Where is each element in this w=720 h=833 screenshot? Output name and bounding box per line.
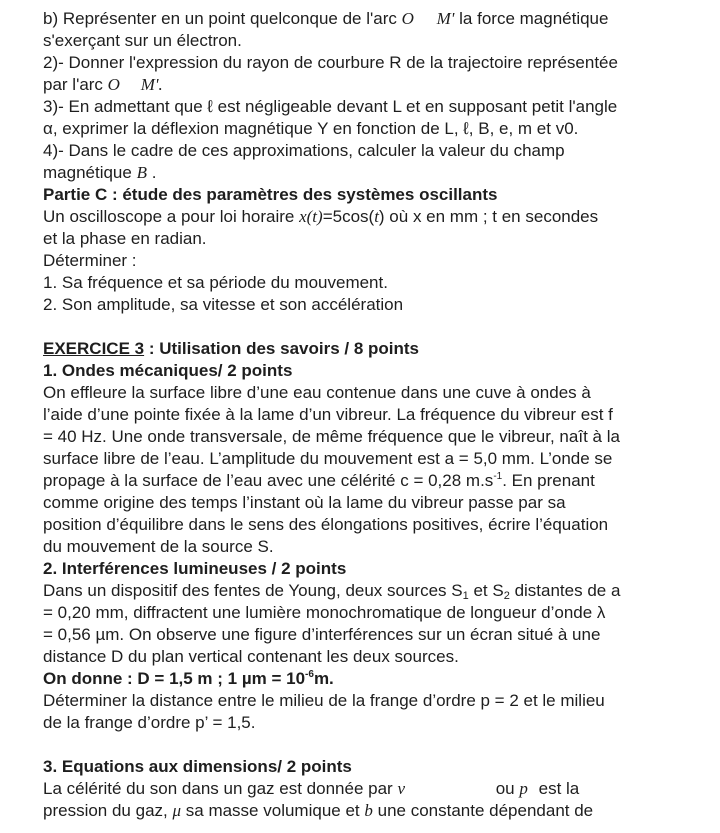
exercise-3-title: EXERCICE 3 : Utilisation des savoirs / 8 points [43, 339, 419, 358]
section-2-line3: = 0,56 µm. On observe une figure d’interférences sur un écran situé à une [43, 625, 601, 644]
question-3-line1: 3)- En admettant que ℓ est négligeable devant L et en supposant petit l'angle [43, 97, 618, 116]
part-c-determiner: Déterminer : [43, 251, 137, 270]
section-3-line1: La célérité du son dans un gaz est donnée par v ou p est la [43, 779, 580, 798]
part-c-line1: Un oscilloscope a pour loi horaire x(t)=5cos(t) où x en mm ; t en secondes [43, 207, 599, 226]
section-2-line4: distance D du plan vertical contenant les deux sources. [43, 647, 459, 666]
part-c-item-1: 1. Sa fréquence et sa période du mouvement. [43, 273, 388, 292]
field-symbol-b: B [136, 163, 147, 182]
arc-point-m: M' [436, 9, 455, 28]
section-1-line5: propage à la surface de l’eau avec une célérité c = 0,28 $m.s^{-1}$. En prenant [43, 471, 595, 490]
section-1-line8: du mouvement de la source S. [43, 537, 274, 556]
part-c-title: Partie C : étude des paramètres des systèmes oscillants [43, 185, 498, 204]
section-1-line7: position d’équilibre dans le sens des élongations positives, écrire l’équation [43, 515, 609, 534]
question-4-line2: magnétique B . [43, 163, 157, 182]
section-1-line6: comme origine des temps l’instant où la lame du vibreur passe par sa [43, 493, 566, 512]
question-2-line1: 2)- Donner l'expression du rayon de courbure R de la trajectoire représentée [43, 53, 618, 72]
section-2-title: 2. Interférences lumineuses / 2 points [43, 559, 347, 578]
question-3-line2: α, exprimer la déflexion magnétique Y en fonction de L, ℓ, B, e, m et v0. [43, 119, 579, 138]
section-2-line5: Déterminer la distance entre le milieu de la frange d’ordre p = 2 et le milieu [43, 691, 605, 710]
section-1-line1: On effleure la surface libre d’une eau contenue dans une cuve à ondes à [43, 383, 591, 402]
question-2-line2: par l'arc O M'. [43, 75, 163, 94]
question-b-line2: s'exerçant sur un électron. [43, 31, 242, 50]
arc-point-o: O [401, 9, 414, 28]
section-1-line2: l’aide d’une pointe fixée à la lame d’un vibreur. La fréquence du vibreur est f [43, 405, 613, 424]
section-3-title: 3. Equations aux dimensions/ 2 points [43, 757, 352, 776]
part-c-line2: et la phase en radian. [43, 229, 207, 248]
spacer [43, 734, 688, 756]
section-1-title: 1. Ondes mécaniques/ 2 points [43, 361, 293, 380]
section-1-line3: = 40 Hz. Une onde transversale, de même fréquence que le vibreur, naît à la [43, 427, 620, 446]
section-2-line1: Dans un dispositif des fentes de Young, deux sources $S_1$ et $S_2$ distantes de a [43, 581, 621, 602]
spacer [43, 316, 688, 338]
section-2-line2: = 0,20 mm, diffractent une lumière monochromatique de longueur d’onde λ [43, 603, 606, 622]
question-4-line1: 4)- Dans le cadre de ces approximations, calculer la valeur du champ [43, 141, 565, 160]
question-b-line1: b) Représenter en un point quelconque de l'arc O M' la force magnétique [43, 9, 609, 28]
section-2-line6: de la frange d’ordre p’ = 1,5. [43, 713, 256, 732]
section-2-given: On donne : D = 1,5 m ; 1 $\mu m = 10^{-6}m$. [43, 669, 334, 688]
document-page [43, 8, 688, 822]
section-1-line4: surface libre de l’eau. L’amplitude du mouvement est a = 5,0 mm. L’onde se [43, 449, 613, 468]
section-3-line2: pression du gaz, μ sa masse volumique et b une constante dépendant de [43, 801, 594, 820]
part-c-item-2: 2. Son amplitude, sa vitesse et son accélération [43, 295, 404, 314]
